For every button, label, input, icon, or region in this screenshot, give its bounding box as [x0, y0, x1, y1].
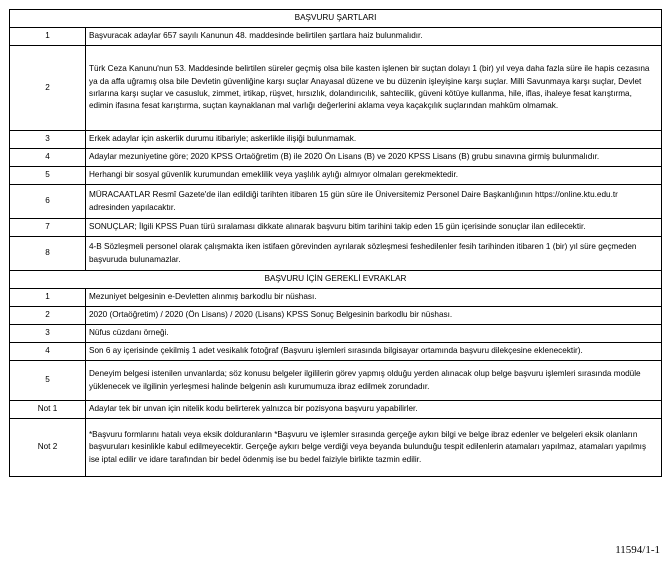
row-number: 2 — [10, 307, 86, 325]
document-reference-number: 11594/1-1 — [615, 544, 660, 556]
row-text: Herhangi bir sosyal güvenlik kurumundan emeklilik veya yaşlılık aylığı almıyor olmaları gerekmektedir. — [86, 167, 662, 185]
row-text: Türk Ceza Kanunu'nun 53. Maddesinde belirtilen süreler geçmiş olsa bile kasten işlenen bir suçtan dolayı 1 (bir) yıl veya daha fazla süre ile hapis cezasına ya da affa uğramış olsa bile Devletin güvenliğine karşı suçlar Anayasal düzene ve bu düzenin işleyişine karşı suçlar. Milli Savunmaya karşı suçlar, Devlet sırlarına karşı suçlar ve casusluk, zimmet, irtikap, rüşvet, hırsızlık, dolandırıcılık, sahtecilik, güveni kötüye kullanma, hile, iflas, ihaleye fesat karıştırma, edimin ifasına fesat karıştırma, suçtan kaynaklanan mal varlığı değerlerini aklama veya kaçakçılık suçlarından mahkûm olmamak. — [86, 46, 662, 131]
table-row — [10, 28, 662, 46]
row-number: 4 — [10, 149, 86, 167]
row-text: 2020 (Ortaöğretim) / 2020 (Ön Lisans) / 2020 (Lisans) KPSS Sonuç Belgesinin barkodlu bir nüshası. — [86, 307, 662, 325]
requirements-table — [9, 9, 662, 477]
row-text: Adaylar mezuniyetine göre; 2020 KPSS Ortaöğretim (B) ile 2020 Ön Lisans (B) ve 2020 KPSS Lisans (B) grubu sınavına girmiş bulunmalıdır. — [86, 149, 662, 167]
row-number: 1 — [10, 289, 86, 307]
table-row — [10, 289, 662, 307]
row-number: Not 2 — [10, 419, 86, 477]
row-text: Deneyim belgesi istenilen unvanlarda; söz konusu belgeler ilgililerin görev yapmış olduğu yerden alınacak olup belge başvuru işlemleri sırasında modüle yüklenecek ve ilgilinin yerleşmesi halinde belgenin aslı kurumumuza ibraz edilmek zorundadır. — [86, 361, 662, 401]
row-number: 5 — [10, 167, 86, 185]
row-text: 4-B Sözleşmeli personel olarak çalışmakta iken istifaen görevinden ayrılarak sözleşmesi feshedilenler fesih tarihinden itibaren 1 (bir) yıl süre geçmeden başvuruda bulunamazlar. — [86, 237, 662, 271]
table-row — [10, 219, 662, 237]
row-text: MÜRACAATLAR Resmî Gazete'de ilan edildiği tarihten itibaren 15 gün süre ile Üniversitemiz Personel Daire Başkanlığının https://online.ktu.edu.tr adresinden yapılacaktır. — [86, 185, 662, 219]
row-number: 7 — [10, 219, 86, 237]
table-row — [10, 343, 662, 361]
row-number: Not 1 — [10, 401, 86, 419]
table-row — [10, 167, 662, 185]
row-number: 4 — [10, 343, 86, 361]
row-text: Başvuracak adaylar 657 sayılı Kanunun 48. maddesinde belirtilen şartlara haiz bulunmalıdır. — [86, 28, 662, 46]
table-row — [10, 325, 662, 343]
row-number: 5 — [10, 361, 86, 401]
table-row — [10, 185, 662, 219]
row-number: 3 — [10, 325, 86, 343]
row-text: Adaylar tek bir unvan için nitelik kodu belirterek yalnızca bir pozisyona başvuru yapabilirler. — [86, 401, 662, 419]
row-text: Mezuniyet belgesinin e-Devletten alınmış barkodlu bir nüshası. — [86, 289, 662, 307]
row-text: Erkek adaylar için askerlik durumu itibariyle; askerlikle ilişiği bulunmamak. — [86, 131, 662, 149]
row-number: 8 — [10, 237, 86, 271]
table-row — [10, 46, 662, 131]
row-number: 2 — [10, 46, 86, 131]
table-row — [10, 361, 662, 401]
table-row — [10, 419, 662, 477]
section-title-basvuru-sartlari: BAŞVURU ŞARTLARI — [10, 10, 662, 28]
row-text: Nüfus cüzdanı örneği. — [86, 325, 662, 343]
table-row — [10, 131, 662, 149]
table-row — [10, 237, 662, 271]
row-text: SONUÇLAR; İlgili KPSS Puan türü sıralaması dikkate alınarak başvuru bitim tarihini takip eden 15 gün içerisinde sonuçlar ilan edilecektir. — [86, 219, 662, 237]
table-row — [10, 149, 662, 167]
row-number: 3 — [10, 131, 86, 149]
row-number: 6 — [10, 185, 86, 219]
table-row — [10, 307, 662, 325]
table-row — [10, 401, 662, 419]
row-number: 1 — [10, 28, 86, 46]
section-title-gerekli-evraklar: BAŞVURU İÇİN GEREKLİ EVRAKLAR — [10, 271, 662, 289]
row-text: Son 6 ay içerisinde çekilmiş 1 adet vesikalık fotoğraf (Başvuru işlemleri sırasında bilgisayar ortamında başvuru dilekçesine eklenecektir). — [86, 343, 662, 361]
row-text: *Başvuru formlarını hatalı veya eksik dolduranların *Başvuru ve işlemler sırasında gerçeğe aykırı bilgi ve belge ibraz edenler ve belgeleri eksik olanların başvuruları kesinlikle kabul edilmeyecektir. Gerçeğe aykırı belge verdiği veya beyanda bulunduğu tespit edilenlerin atamaları yapılmaz, atamaları yapılmış ise iptal edilir ve idare tarafından bir bedel ödenmiş ise bu bedel faiziyle birlikte tazmin edilir. — [86, 419, 662, 477]
